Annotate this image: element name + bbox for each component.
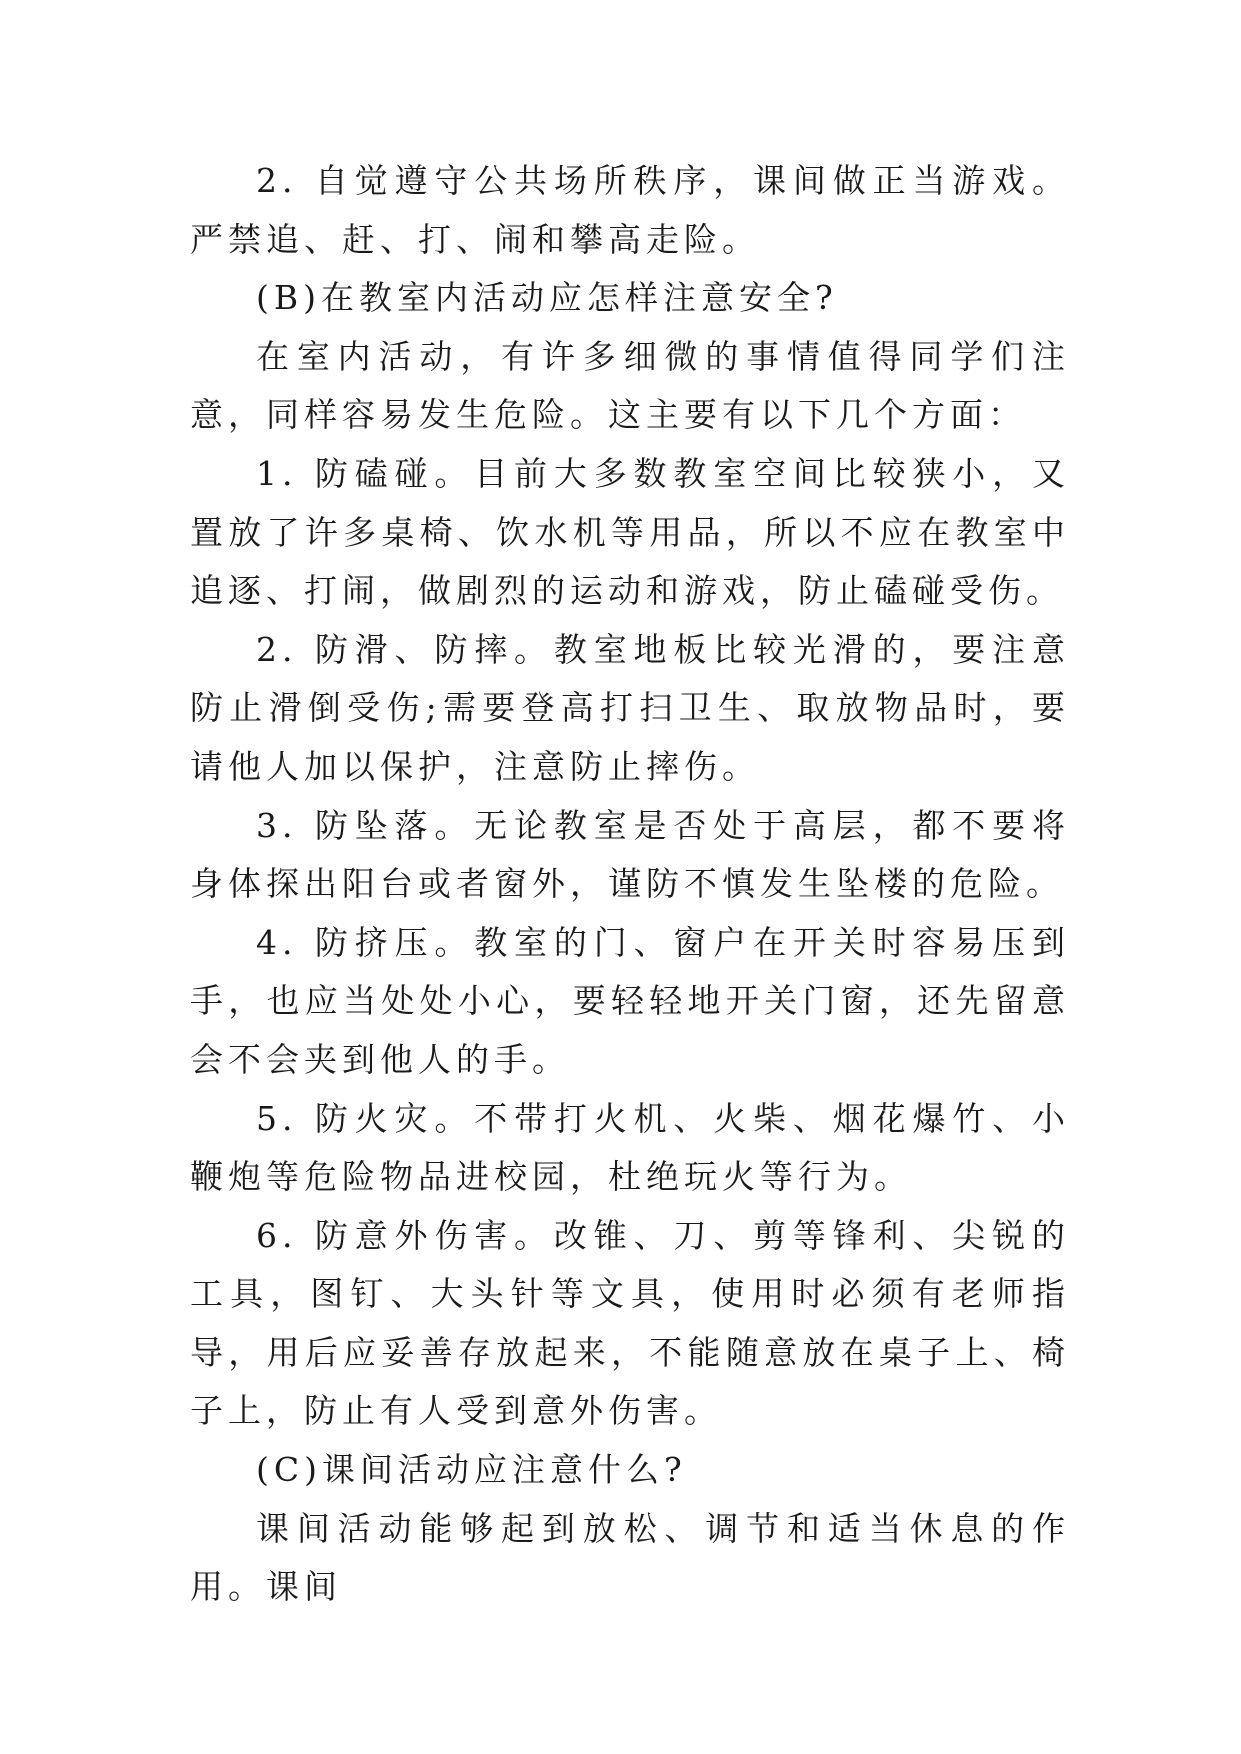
heading-c-break-activities: (C)课间活动应注意什么? <box>256 1450 687 1490</box>
heading-b-classroom-safety: (B)在教室内活动应怎样注意安全? <box>256 278 838 318</box>
paragraph-item-2-slip: 2. 防滑、防摔。教室地板比较光滑的，要注意防止滑倒受伤;需要登高打扫卫生、取放物品时，要请他人加以保护，注意防止摔伤。 <box>190 629 1070 786</box>
paragraph-item-5-fire: 5. 防火灾。不带打火机、火柴、烟花爆竹、小鞭炮等危险物品进校园，杜绝玩火等行为。 <box>190 1098 1070 1197</box>
paragraph-item-3-fall: 3. 防坠落。无论教室是否处于高层，都不要将身体探出阳台或者窗外，谨防不慎发生坠楼的危险。 <box>190 805 1070 904</box>
paragraph-item-4-squeeze: 4. 防挤压。教室的门、窗户在开关时容易压到手，也应当处处小心，要轻轻地开关门窗，还先留意会不会夹到他人的手。 <box>190 922 1070 1079</box>
paragraph-item-1-bump: 1. 防磕碰。目前大多数教室空间比较狭小，又置放了许多桌椅、饮水机等用品，所以不应在教室中追逐、打闹，做剧烈的运动和游戏，防止磕碰受伤。 <box>190 453 1070 611</box>
paragraph-indoor-intro: 在室内活动，有许多细微的事情值得同学们注意，同样容易发生危险。这主要有以下几个方面： <box>190 336 1070 435</box>
document-body <box>190 152 1070 1617</box>
paragraph-break-intro: 课间活动能够起到放松、调节和适当休息的作用。课间 <box>190 1508 1070 1607</box>
paragraph-item-6-injury: 6. 防意外伤害。改锥、刀、剪等锋利、尖锐的工具，图钉、大头针等文具，使用时必须有老师指导，用后应妥善存放起来，不能随意放在桌子上、椅子上，防止有人受到意外伤害。 <box>190 1215 1070 1431</box>
paragraph-rule-2-public-order: 2. 自觉遵守公共场所秩序，课间做正当游戏。严禁追、赶、打、闹和攀高走险。 <box>190 161 1070 259</box>
